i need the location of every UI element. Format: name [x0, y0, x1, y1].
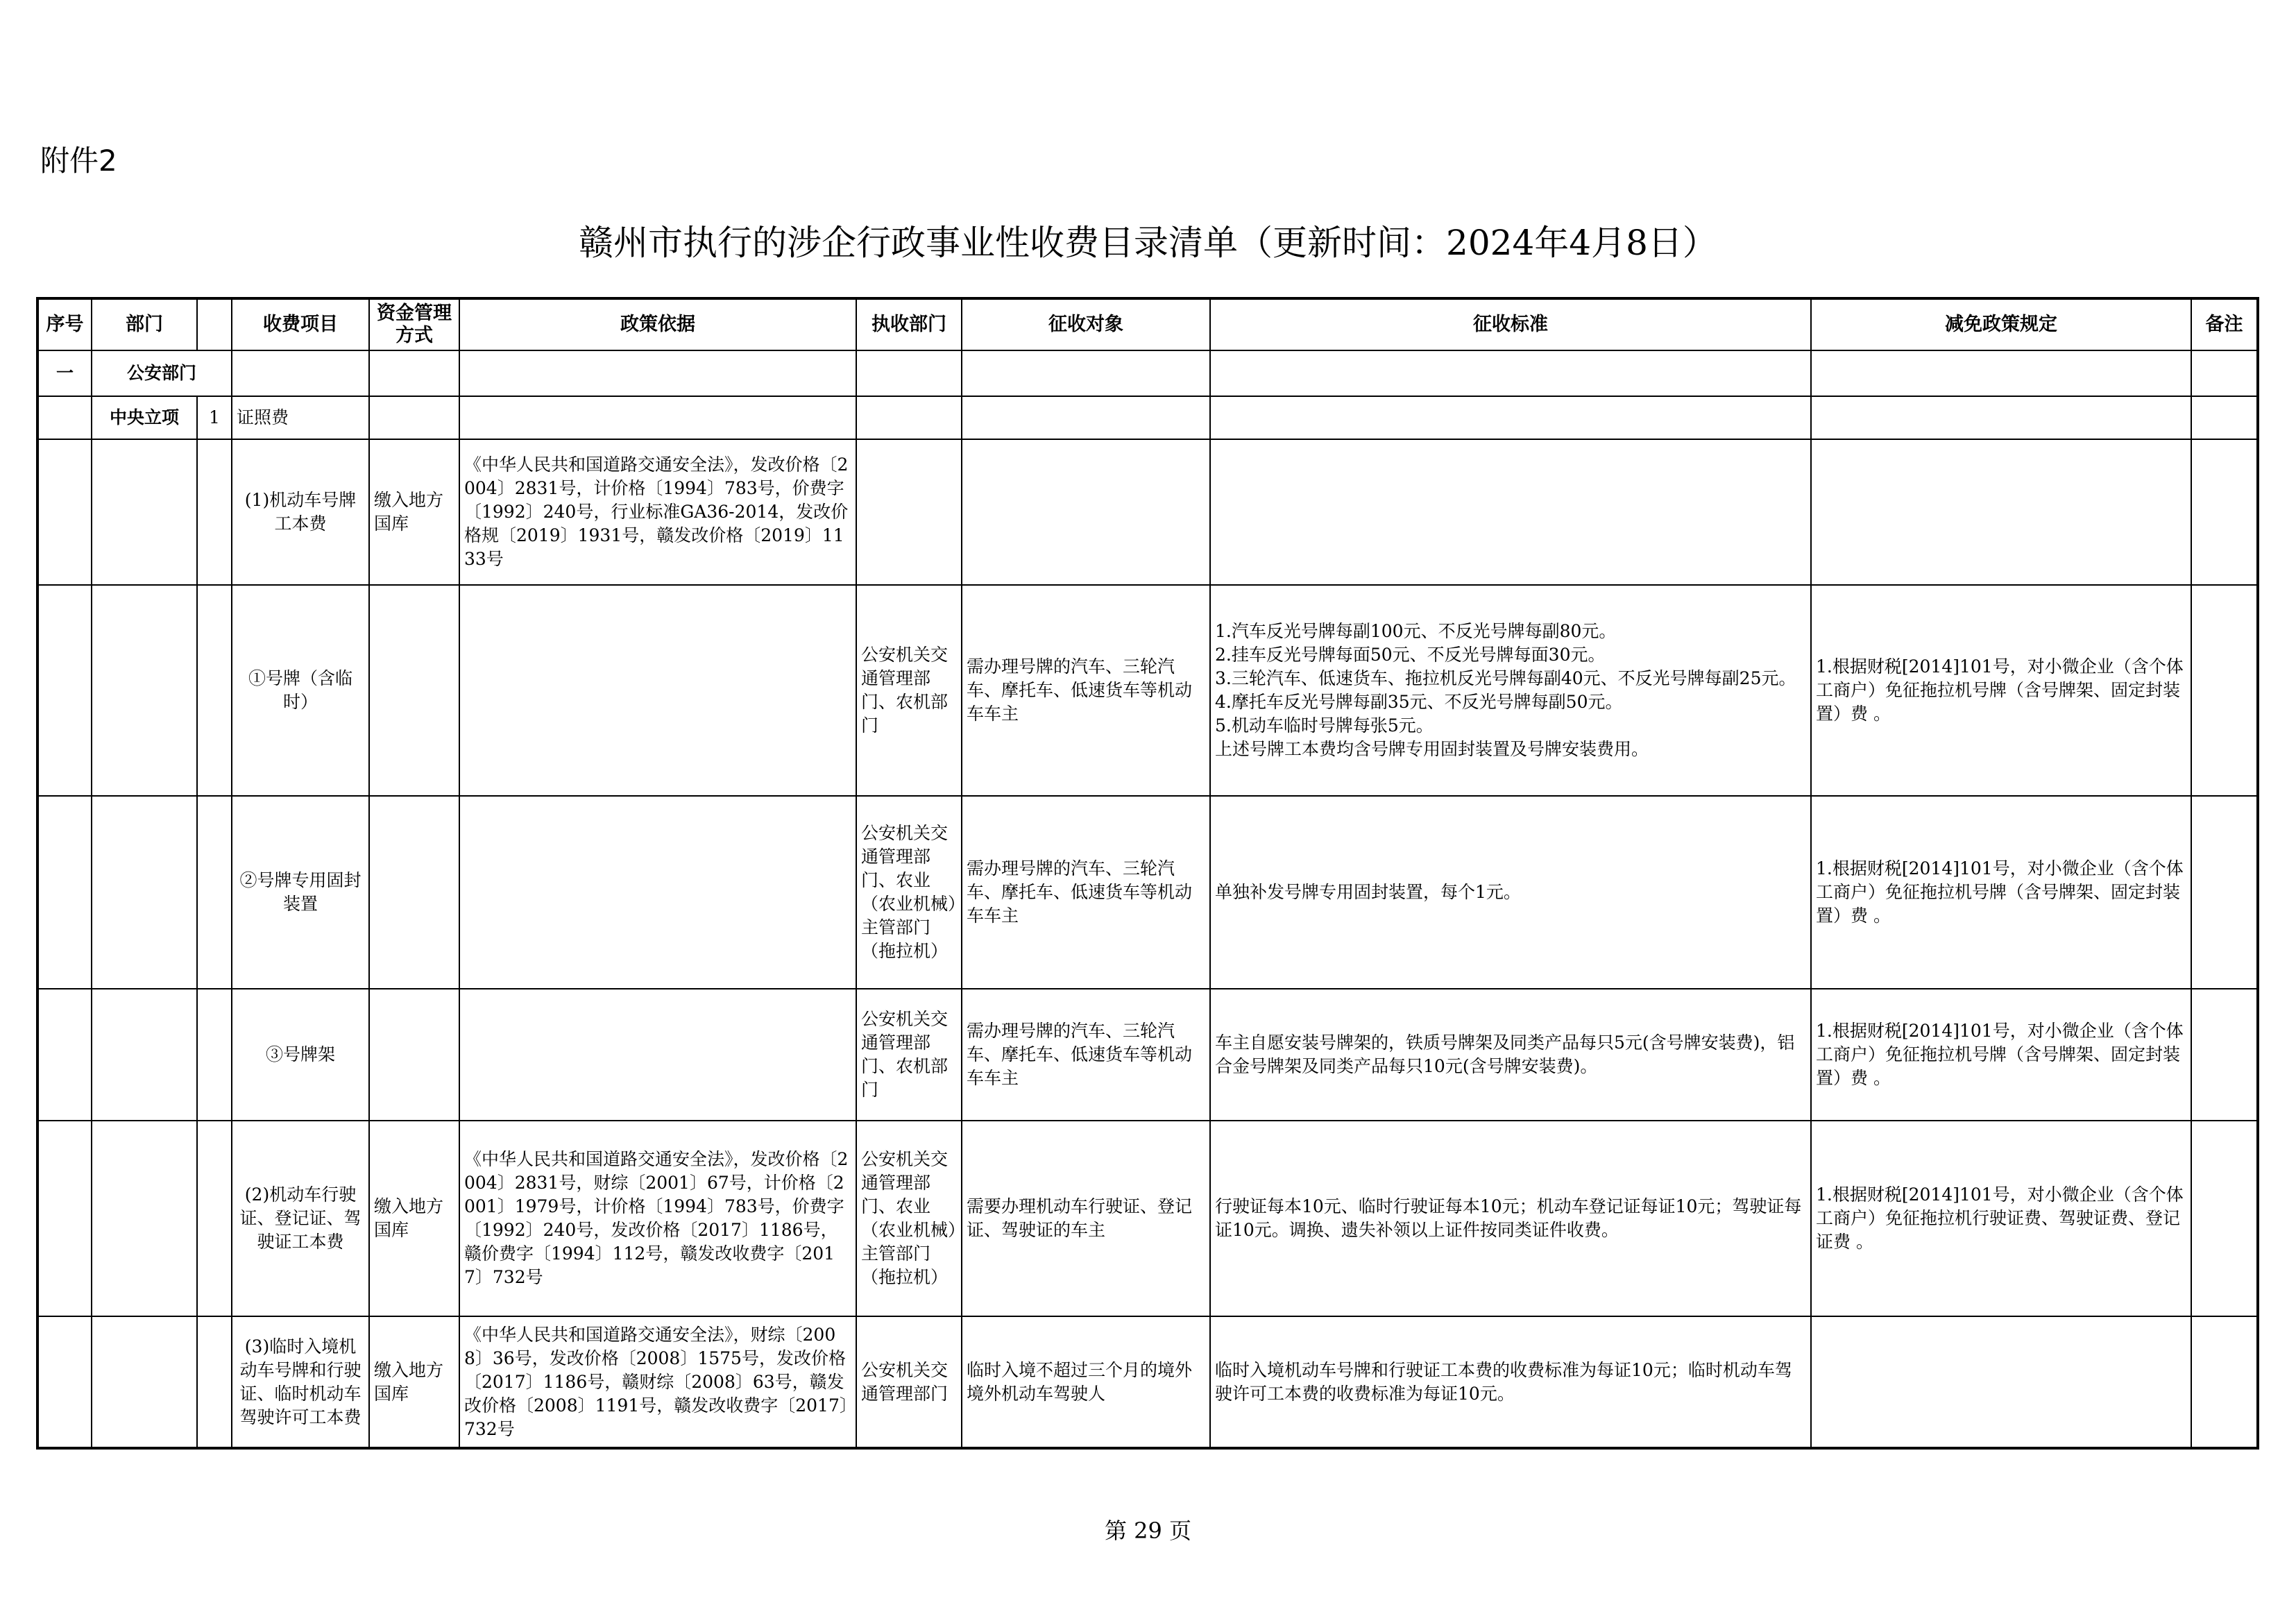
row-exec: 公安机关交通管理部门 [856, 1316, 962, 1448]
row-exemption: 1.根据财税[2014]101号，对小微企业（含个体工商户）免征拖拉机行驶证费、驾驶证费、登记证费 。 [1811, 1121, 2191, 1316]
col-header-object: 征收对象 [962, 298, 1210, 350]
row-policy [459, 989, 856, 1121]
col-header-blank [197, 298, 232, 350]
row-fund: 缴入地方国库 [369, 1121, 459, 1316]
col-header-standard: 征收标准 [1210, 298, 1811, 350]
row-policy: 《中华人民共和国道路交通安全法》，财综〔2008〕36号，发改价格〔2008〕1575号，发改价格〔2017〕1186号，赣财综〔2008〕63号，赣发改价格〔2008〕1191号，赣发改收费字〔2017〕732号 [459, 1316, 856, 1448]
row-policy [459, 585, 856, 796]
row-item: ②号牌专用固封装置 [232, 796, 369, 989]
table-row [37, 439, 2258, 585]
row-exec: 公安机关交通管理部门、农业（农业机械）主管部门（拖拉机） [856, 1121, 962, 1316]
table-row [37, 585, 2258, 796]
row-exemption [1811, 439, 2191, 585]
row-item: ①号牌（含临时） [232, 585, 369, 796]
row-exec: 公安机关交通管理部门、农业（农业机械）主管部门（拖拉机） [856, 796, 962, 989]
row-exec: 公安机关交通管理部门、农机部门 [856, 989, 962, 1121]
row-standard: 1.汽车反光号牌每副100元、不反光号牌每副80元。 2.挂车反光号牌每面50元、不反光号牌每面30元。 3.三轮汽车、低速货车、拖拉机反光号牌每副40元、不反光号牌每副25元。 4.摩托车反光号牌每副35元、不反光号牌每副50元。 5.机动车临时号牌每张5元。 上述号牌工本费均含号牌专用固封装置及号牌安装费用。 [1210, 585, 1811, 796]
row-object: 需办理号牌的汽车、三轮汽车、摩托车、低速货车等机动车车主 [962, 796, 1210, 989]
row-standard: 临时入境机动车号牌和行驶证工本费的收费标准为每证10元；临时机动车驾驶许可工本费的收费标准为每证10元。 [1210, 1316, 1811, 1448]
row-object: 需办理号牌的汽车、三轮汽车、摩托车、低速货车等机动车车主 [962, 989, 1210, 1121]
col-header-item: 收费项目 [232, 298, 369, 350]
col-header-exemption: 减免政策规定 [1811, 298, 2191, 350]
subsection-item: 证照费 [232, 396, 369, 439]
col-header-policy: 政策依据 [459, 298, 856, 350]
col-header-dept: 部门 [92, 298, 197, 350]
row-object: 临时入境不超过三个月的境外境外机动车驾驶人 [962, 1316, 1210, 1448]
row-exemption [1811, 1316, 2191, 1448]
table-row [37, 989, 2258, 1121]
col-header-exec: 执收部门 [856, 298, 962, 350]
row-object [962, 439, 1210, 585]
row-item: (3)临时入境机动车号牌和行驶证、临时机动车驾驶许可工本费 [232, 1316, 369, 1448]
row-fund [369, 796, 459, 989]
col-header-seq: 序号 [37, 298, 92, 350]
fee-table [36, 297, 2259, 1450]
row-object: 需要办理机动车行驶证、登记证、驾驶证的车主 [962, 1121, 1210, 1316]
row-exemption: 1.根据财税[2014]101号，对小微企业（含个体工商户）免征拖拉机号牌（含号牌架、固定封装置）费 。 [1811, 585, 2191, 796]
row-fund: 缴入地方国库 [369, 439, 459, 585]
row-standard: 单独补发号牌专用固封装置，每个1元。 [1210, 796, 1811, 989]
section-seq: 一 [37, 350, 92, 396]
subsection-row [37, 396, 2258, 439]
row-object: 需办理号牌的汽车、三轮汽车、摩托车、低速货车等机动车车主 [962, 585, 1210, 796]
row-policy [459, 796, 856, 989]
document-title: 赣州市执行的涉企行政事业性收费目录清单（更新时间：2024年4月8日） [579, 223, 1717, 263]
row-policy: 《中华人民共和国道路交通安全法》，发改价格〔2004〕2831号，财综〔2001〕67号，计价格〔2001〕1979号，计价格〔1994〕783号，价费字〔1992〕240号，发改价格〔2017〕1186号，赣价费字〔1994〕112号，赣发改收费字〔2017〕732号 [459, 1121, 856, 1316]
subsection-num: 1 [197, 396, 232, 439]
row-exec: 公安机关交通管理部门、农机部门 [856, 585, 962, 796]
table-row [37, 1121, 2258, 1316]
row-policy: 《中华人民共和国道路交通安全法》，发改价格〔2004〕2831号，计价格〔1994〕783号，价费字〔1992〕240号，行业标准GA36-2014，发改价格规〔2019〕1931号，赣发改价格〔2019〕1133号 [459, 439, 856, 585]
row-exemption: 1.根据财税[2014]101号，对小微企业（含个体工商户）免征拖拉机号牌（含号牌架、固定封装置）费 。 [1811, 989, 2191, 1121]
header-row [37, 298, 2258, 350]
row-item: (1)机动车号牌工本费 [232, 439, 369, 585]
table-row [37, 1316, 2258, 1448]
row-fund [369, 585, 459, 796]
col-header-remark: 备注 [2191, 298, 2258, 350]
row-standard: 车主自愿安装号牌架的，铁质号牌架及同类产品每只5元(含号牌安装费)，铝合金号牌架及同类产品每只10元(含号牌安装费)。 [1210, 989, 1811, 1121]
attachment-label: 附件2 [40, 144, 117, 178]
row-standard: 行驶证每本10元、临时行驶证每本10元；机动车登记证每证10元；驾驶证每证10元。调换、遗失补领以上证件按同类证件收费。 [1210, 1121, 1811, 1316]
row-fund: 缴入地方国库 [369, 1316, 459, 1448]
page-number: 第 29 页 [1104, 1518, 1192, 1544]
row-item: ③号牌架 [232, 989, 369, 1121]
col-header-fund: 资金管理方式 [369, 298, 459, 350]
row-exemption: 1.根据财税[2014]101号，对小微企业（含个体工商户）免征拖拉机号牌（含号牌架、固定封装置）费 。 [1811, 796, 2191, 989]
section-name: 公安部门 [92, 350, 232, 396]
row-exec [856, 439, 962, 585]
row-item: (2)机动车行驶证、登记证、驾驶证工本费 [232, 1121, 369, 1316]
subsection-name: 中央立项 [92, 396, 197, 439]
row-fund [369, 989, 459, 1121]
section-row [37, 350, 2258, 396]
row-standard [1210, 439, 1811, 585]
table-row [37, 796, 2258, 989]
